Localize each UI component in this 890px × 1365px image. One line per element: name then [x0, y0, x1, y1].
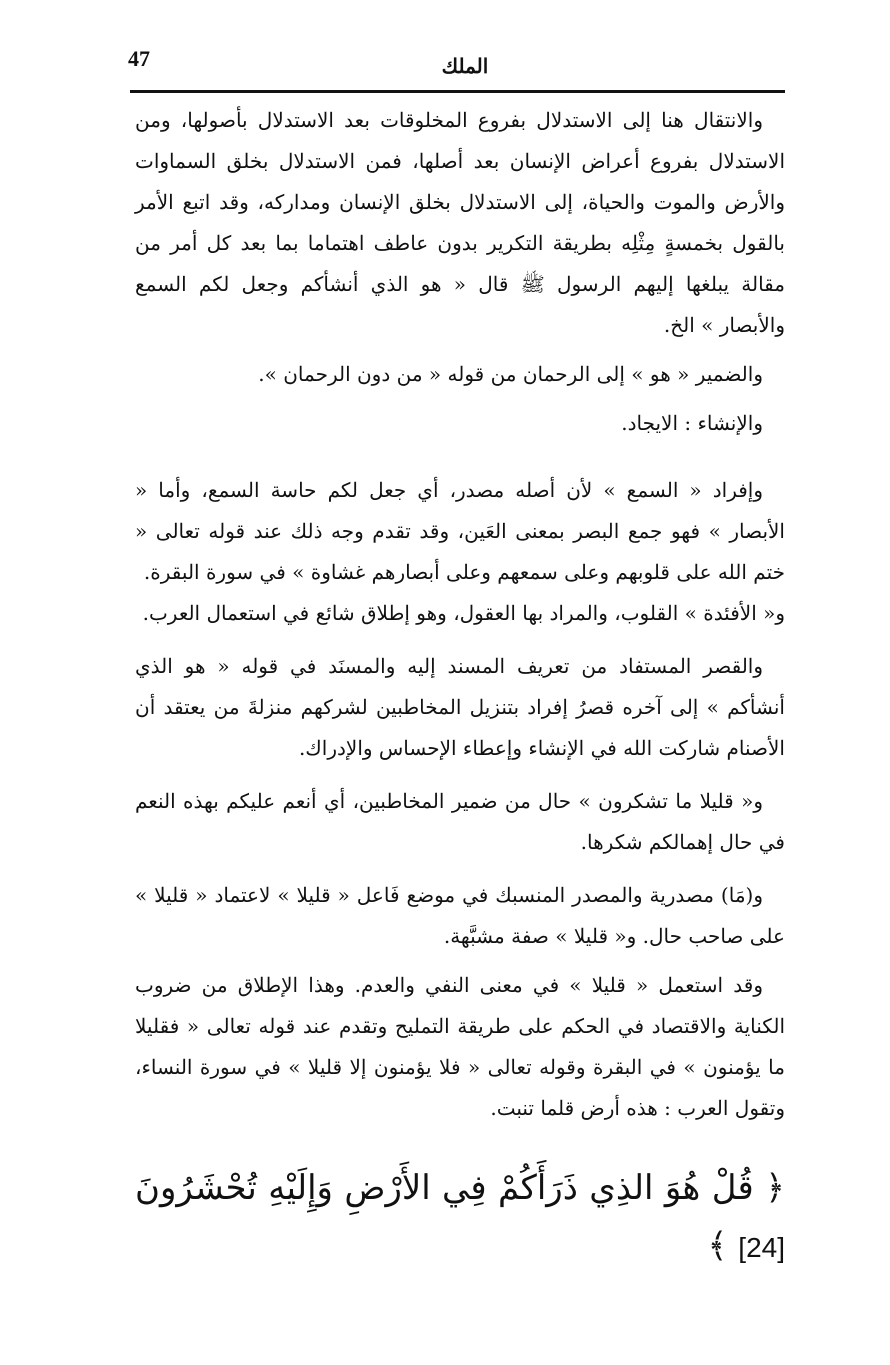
- verse-number: [24]: [738, 1232, 785, 1263]
- page-number: 47: [128, 46, 150, 71]
- paragraph-qasr: والقصر المستفاد من تعريف المسند إليه والمسنَد في قوله « هو الذي أنشأكم » إلى آخره قصرُ إفراد بتنزيل المخاطبين لشركهم منزلةَ من يعتقد أن الأصنام شاركت الله في الإنشاء وإعطاء الإحساس والإدراك.: [135, 654, 785, 760]
- paragraph-insha: والإنشاء : الايجاد.: [621, 411, 763, 435]
- running-title: الملك: [441, 54, 489, 78]
- page-body: [135, 100, 785, 1277]
- paragraph-qalilan: و« قليلا ما تشكرون » حال من ضمير المخاطبين، أي أنعم عليكم بهذه النعم في حال إهمالكم شكرها.: [135, 789, 785, 854]
- verse-open-bracket: ﴿: [765, 1168, 785, 1208]
- paragraph-pronoun: والضمير « هو » إلى الرحمان من قوله « من دون الرحمان ».: [258, 362, 763, 386]
- paragraph-ma: و(مَا) مصدرية والمصدر المنسبك في موضع فَاعل « قليلا » لاعتماد « قليلا » على صاحب حال. و« قليلا » صفة مشبَّهة.: [135, 883, 785, 948]
- header-rule: [130, 90, 785, 93]
- quran-verse: [135, 1159, 785, 1277]
- verse-text: قُلْ هُوَ الذِي ذَرَأَكُمْ فِي الأَرْضِ وَإِلَيْهِ تُحْشَرُونَ: [135, 1168, 754, 1208]
- paragraph-istimal: وقد استعمل « قليلا » في معنى النفي والعدم. وهذا الإطلاق من ضروب الكناية والاقتصاد في الحكم على طريقة التمليح وتقدم عند قوله تعالى « فقليلا ما يؤمنون » في البقرة وقوله تعالى « فلا يؤمنون إلا قليلا » في سورة النساء، وتقول العرب : هذه أرض قلما تنبت.: [135, 973, 785, 1120]
- paragraph-sam: وإفراد « السمع » لأن أصله مصدر، أي جعل لكم حاسة السمع، وأما « الأبصار » فهو جمع البصر بمعنى العَين، وقد تقدم وجه ذلك عند قوله تعالى « ختم الله على قلوبهم وعلى سمعهم وعلى أبصارهم غشاوة » في سورة البقرة.: [135, 478, 785, 584]
- paragraph-transition: والانتقال هنا إلى الاستدلال بفروع المخلوقات بعد الاستدلال بأصولها، ومن الاستدلال بفروع أعراض الإنسان بعد أصلها، فمن الاستدلال بخلق السماوات والأرض والموت والحياة، إلى الاستدلال بخلق الإنسان ومداركه، وقد اتبع الأمر بالقول بخمسةٍ مِثْلِه بطريقة التكرير بدون عاطف اهتماما بما بعد كل أمر من مقالة يبلغها إليهم الرسول ﷺ قال « هو الذي أنشأكم وجعل لكم السمع والأبصار » الخ.: [135, 108, 785, 337]
- paragraph-afida: و« الأفئدة » القلوب، والمراد بها العقول، وهو إطلاق شائع في استعمال العرب.: [142, 601, 785, 625]
- verse-close-bracket: ﴾: [707, 1226, 728, 1266]
